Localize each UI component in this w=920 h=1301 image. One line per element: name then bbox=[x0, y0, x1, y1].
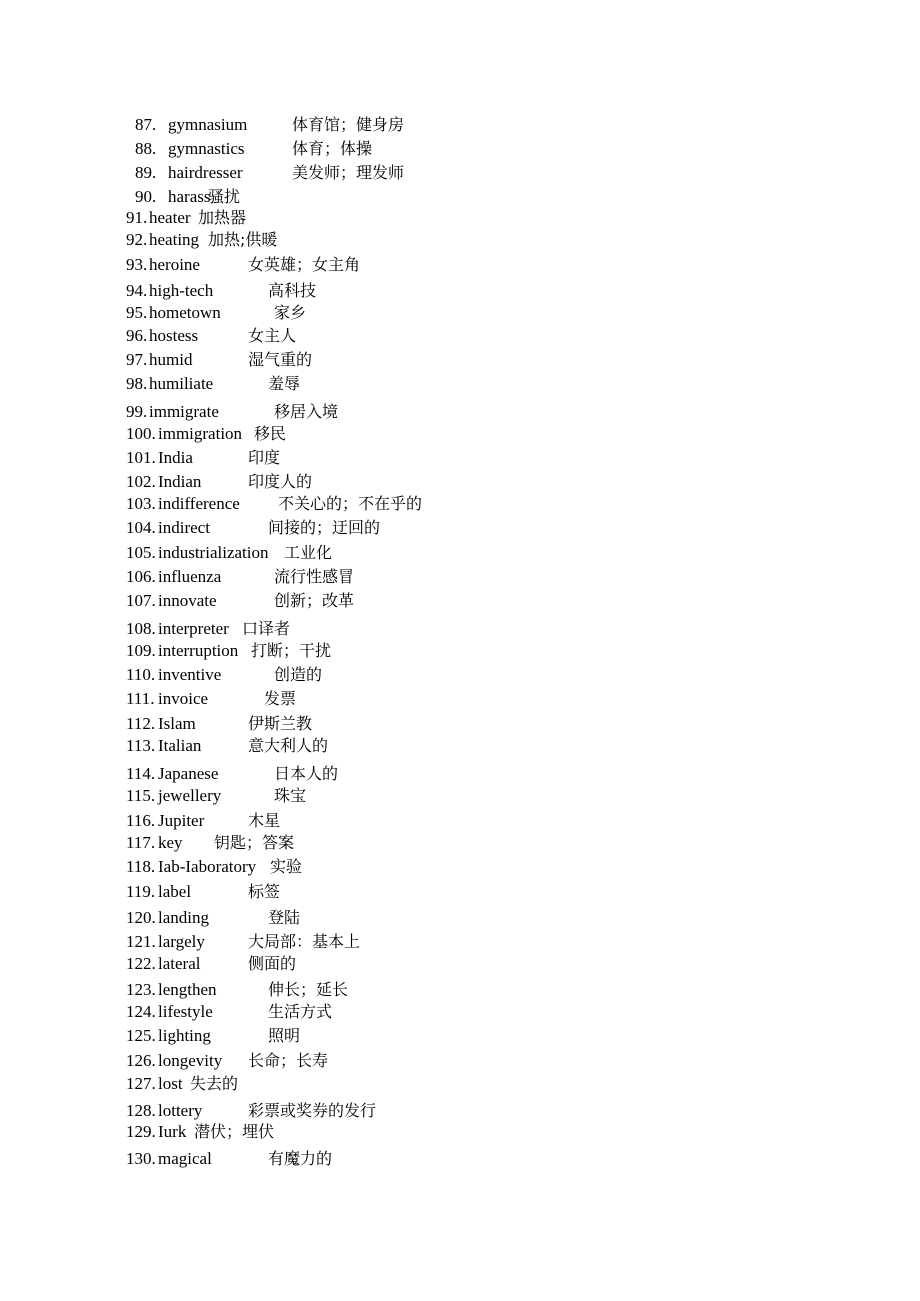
entry-meaning: 骚扰 bbox=[208, 187, 241, 206]
entry-number: 102. bbox=[126, 472, 156, 491]
vocab-entry bbox=[135, 187, 800, 207]
vocab-entry bbox=[126, 1101, 800, 1121]
entry-meaning: 印度 bbox=[248, 448, 281, 467]
vocab-entry bbox=[126, 689, 800, 709]
entry-number: 90. bbox=[135, 187, 157, 206]
entry-word: longevity bbox=[158, 1051, 223, 1070]
vocab-entry bbox=[126, 857, 800, 877]
entry-meaning: 创新；改革 bbox=[274, 591, 355, 610]
vocab-entry bbox=[126, 208, 800, 228]
entry-meaning: 有魔力的 bbox=[268, 1149, 333, 1168]
entry-meaning: 家乡 bbox=[274, 303, 307, 322]
entry-word: interpreter bbox=[158, 619, 229, 638]
entry-word: indifference bbox=[158, 494, 240, 513]
entry-word: Iurk bbox=[158, 1122, 187, 1141]
vocab-entry bbox=[135, 115, 800, 135]
entry-meaning: 珠宝 bbox=[274, 786, 307, 805]
entry-meaning: 长命；长寿 bbox=[248, 1051, 329, 1070]
entry-number: 116. bbox=[126, 811, 156, 830]
entry-number: 130. bbox=[126, 1149, 156, 1168]
entry-meaning: 打断；干扰 bbox=[251, 641, 332, 660]
entry-word: hostess bbox=[149, 326, 199, 345]
entry-word: lifestyle bbox=[158, 1002, 213, 1021]
vocab-entry bbox=[126, 764, 800, 784]
entry-word: gymnastics bbox=[168, 139, 245, 158]
entry-meaning: 创造的 bbox=[274, 665, 323, 684]
vocab-entry bbox=[126, 908, 800, 928]
entry-number: 120. bbox=[126, 908, 156, 927]
entry-meaning: 木星 bbox=[248, 811, 281, 830]
entry-word: heater bbox=[149, 208, 191, 227]
entry-meaning: 日本人的 bbox=[274, 764, 339, 783]
entry-number: 88. bbox=[135, 139, 157, 158]
entry-word: humid bbox=[149, 350, 193, 369]
entry-number: 114. bbox=[126, 764, 156, 783]
entry-meaning: 印度人的 bbox=[248, 472, 313, 491]
entry-number: 128. bbox=[126, 1101, 156, 1120]
vocab-entry bbox=[126, 1122, 800, 1142]
entry-number: 129. bbox=[126, 1122, 156, 1141]
entry-word: lateral bbox=[158, 954, 201, 973]
entry-word: Iab-Iaboratory bbox=[158, 857, 257, 876]
vocab-entry bbox=[126, 641, 800, 661]
entry-word: innovate bbox=[158, 591, 217, 610]
entry-meaning: 生活方式 bbox=[268, 1002, 333, 1021]
entry-number: 115. bbox=[126, 786, 156, 805]
entry-meaning: 流行性感冒 bbox=[274, 567, 355, 586]
entry-number: 94. bbox=[126, 281, 148, 300]
entry-word: magical bbox=[158, 1149, 212, 1168]
entry-number: 104. bbox=[126, 518, 156, 537]
entry-number: 110. bbox=[126, 665, 156, 684]
entry-meaning: 潜伏；埋伏 bbox=[194, 1122, 275, 1141]
entry-word: hairdresser bbox=[168, 163, 243, 182]
entry-word: Italian bbox=[158, 736, 202, 755]
entry-number: 123. bbox=[126, 980, 156, 999]
entry-number: 112. bbox=[126, 714, 156, 733]
entry-meaning: 伊斯兰教 bbox=[248, 714, 313, 733]
vocab-entry bbox=[126, 494, 800, 514]
vocab-entry bbox=[126, 1051, 800, 1071]
entry-meaning: 美发师；理发师 bbox=[292, 163, 405, 182]
entry-meaning: 标签 bbox=[248, 882, 281, 901]
entry-number: 97. bbox=[126, 350, 148, 369]
entry-word: hometown bbox=[149, 303, 221, 322]
entry-meaning: 工业化 bbox=[284, 543, 333, 562]
entry-meaning: 钥匙；答案 bbox=[214, 833, 295, 852]
entry-meaning: 大局部：基本上 bbox=[248, 932, 361, 951]
entry-meaning: 湿气重的 bbox=[248, 350, 313, 369]
entry-word: lottery bbox=[158, 1101, 203, 1120]
vocab-entry bbox=[126, 374, 800, 394]
vocab-entry bbox=[126, 932, 800, 952]
vocab-entry bbox=[126, 980, 800, 1000]
entry-number: 119. bbox=[126, 882, 156, 901]
entry-word: indirect bbox=[158, 518, 210, 537]
entry-number: 109. bbox=[126, 641, 156, 660]
entry-number: 91. bbox=[126, 208, 148, 227]
vocab-entry bbox=[126, 518, 800, 538]
entry-word: industrialization bbox=[158, 543, 269, 562]
entry-meaning: 体育；体操 bbox=[292, 139, 373, 158]
vocab-entry bbox=[126, 230, 800, 250]
entry-word: immigrate bbox=[149, 402, 219, 421]
vocab-entry bbox=[126, 1002, 800, 1022]
entry-word: interruption bbox=[158, 641, 239, 660]
entry-word: jewellery bbox=[158, 786, 222, 805]
vocab-entry bbox=[126, 714, 800, 734]
entry-meaning: 照明 bbox=[268, 1026, 301, 1045]
vocab-entry bbox=[126, 448, 800, 468]
vocab-entry bbox=[126, 665, 800, 685]
entry-word: invoice bbox=[158, 689, 209, 708]
entry-number: 113. bbox=[126, 736, 156, 755]
vocab-entry bbox=[126, 303, 800, 323]
entry-number: 122. bbox=[126, 954, 156, 973]
entry-word: largely bbox=[158, 932, 205, 951]
entry-number: 99. bbox=[126, 402, 148, 421]
entry-number: 121. bbox=[126, 932, 156, 951]
entry-number: 108. bbox=[126, 619, 156, 638]
entry-word: heroine bbox=[149, 255, 200, 274]
entry-number: 96. bbox=[126, 326, 148, 345]
entry-meaning: 失去的 bbox=[190, 1074, 239, 1093]
vocab-entry bbox=[126, 543, 800, 563]
entry-word: humiliate bbox=[149, 374, 214, 393]
entry-word: gymnasium bbox=[168, 115, 248, 134]
entry-meaning: 移民 bbox=[254, 424, 287, 443]
vocab-entry bbox=[126, 350, 800, 370]
entry-number: 124. bbox=[126, 1002, 156, 1021]
entry-meaning: 高科技 bbox=[268, 281, 317, 300]
entry-word: India bbox=[158, 448, 193, 467]
entry-word: lost bbox=[158, 1074, 183, 1093]
vocab-entry bbox=[126, 833, 800, 853]
entry-word: Jupiter bbox=[158, 811, 205, 830]
entry-meaning: 不关心的；不在乎的 bbox=[278, 494, 423, 513]
entry-number: 127. bbox=[126, 1074, 156, 1093]
entry-word: Indian bbox=[158, 472, 202, 491]
entry-number: 126. bbox=[126, 1051, 156, 1070]
entry-meaning: 移居入境 bbox=[274, 402, 339, 421]
vocab-entry bbox=[126, 1026, 800, 1046]
vocab-entry bbox=[126, 786, 800, 806]
vocab-entry bbox=[126, 736, 800, 756]
entry-word: immigration bbox=[158, 424, 243, 443]
entry-number: 95. bbox=[126, 303, 148, 322]
entry-word: inventive bbox=[158, 665, 222, 684]
vocab-entry bbox=[126, 402, 800, 422]
vocab-entry bbox=[126, 281, 800, 301]
vocab-entry bbox=[126, 424, 800, 444]
entry-number: 100. bbox=[126, 424, 156, 443]
entry-number: 107. bbox=[126, 591, 156, 610]
entry-meaning: 羞辱 bbox=[268, 374, 301, 393]
entry-word: key bbox=[158, 833, 183, 852]
entry-number: 98. bbox=[126, 374, 148, 393]
entry-word: lighting bbox=[158, 1026, 211, 1045]
entry-number: 117. bbox=[126, 833, 156, 852]
entry-word: high-tech bbox=[149, 281, 214, 300]
entry-meaning: 间接的；迂回的 bbox=[268, 518, 381, 537]
entry-word: harass bbox=[168, 187, 211, 206]
entry-word: influenza bbox=[158, 567, 222, 586]
vocab-entry bbox=[126, 882, 800, 902]
entry-meaning: 彩票或奖券的发行 bbox=[248, 1101, 377, 1120]
entry-word: lengthen bbox=[158, 980, 217, 999]
vocab-entry bbox=[126, 591, 800, 611]
vocab-entry bbox=[135, 139, 800, 159]
entry-number: 118. bbox=[126, 857, 156, 876]
entry-meaning: 侧面的 bbox=[248, 954, 297, 973]
vocab-entry bbox=[126, 1074, 800, 1094]
entry-number: 87. bbox=[135, 115, 157, 134]
entry-number: 101. bbox=[126, 448, 156, 467]
entry-number: 125. bbox=[126, 1026, 156, 1045]
vocab-entry bbox=[126, 472, 800, 492]
vocab-entry bbox=[126, 567, 800, 587]
vocab-entry bbox=[135, 163, 800, 183]
vocab-entry bbox=[126, 326, 800, 346]
entry-meaning: 口译者 bbox=[242, 619, 291, 638]
entry-number: 111. bbox=[126, 689, 155, 708]
entry-word: label bbox=[158, 882, 192, 901]
entry-word: heating bbox=[149, 230, 200, 249]
vocab-entry bbox=[126, 255, 800, 275]
entry-number: 106. bbox=[126, 567, 156, 586]
entry-number: 105. bbox=[126, 543, 156, 562]
entry-number: 92. bbox=[126, 230, 148, 249]
entry-meaning: 发票 bbox=[264, 689, 297, 708]
entry-meaning: 加热;供暖 bbox=[208, 230, 278, 249]
entry-number: 93. bbox=[126, 255, 148, 274]
entry-word: Islam bbox=[158, 714, 196, 733]
vocab-entry bbox=[126, 954, 800, 974]
entry-meaning: 体育馆；健身房 bbox=[292, 115, 405, 134]
entry-word: Japanese bbox=[158, 764, 219, 783]
entry-meaning: 伸长；延长 bbox=[268, 980, 349, 999]
entry-meaning: 女主人 bbox=[248, 326, 297, 345]
entry-meaning: 意大利人的 bbox=[248, 736, 329, 755]
entry-word: landing bbox=[158, 908, 209, 927]
vocab-entry bbox=[126, 811, 800, 831]
entry-meaning: 实验 bbox=[270, 857, 303, 876]
vocab-entry bbox=[126, 619, 800, 639]
entry-meaning: 登陆 bbox=[268, 908, 301, 927]
entry-meaning: 加热器 bbox=[198, 208, 247, 227]
entry-number: 103. bbox=[126, 494, 156, 513]
entry-meaning: 女英雄；女主角 bbox=[248, 255, 361, 274]
entry-number: 89. bbox=[135, 163, 157, 182]
vocab-entry bbox=[126, 1149, 800, 1169]
